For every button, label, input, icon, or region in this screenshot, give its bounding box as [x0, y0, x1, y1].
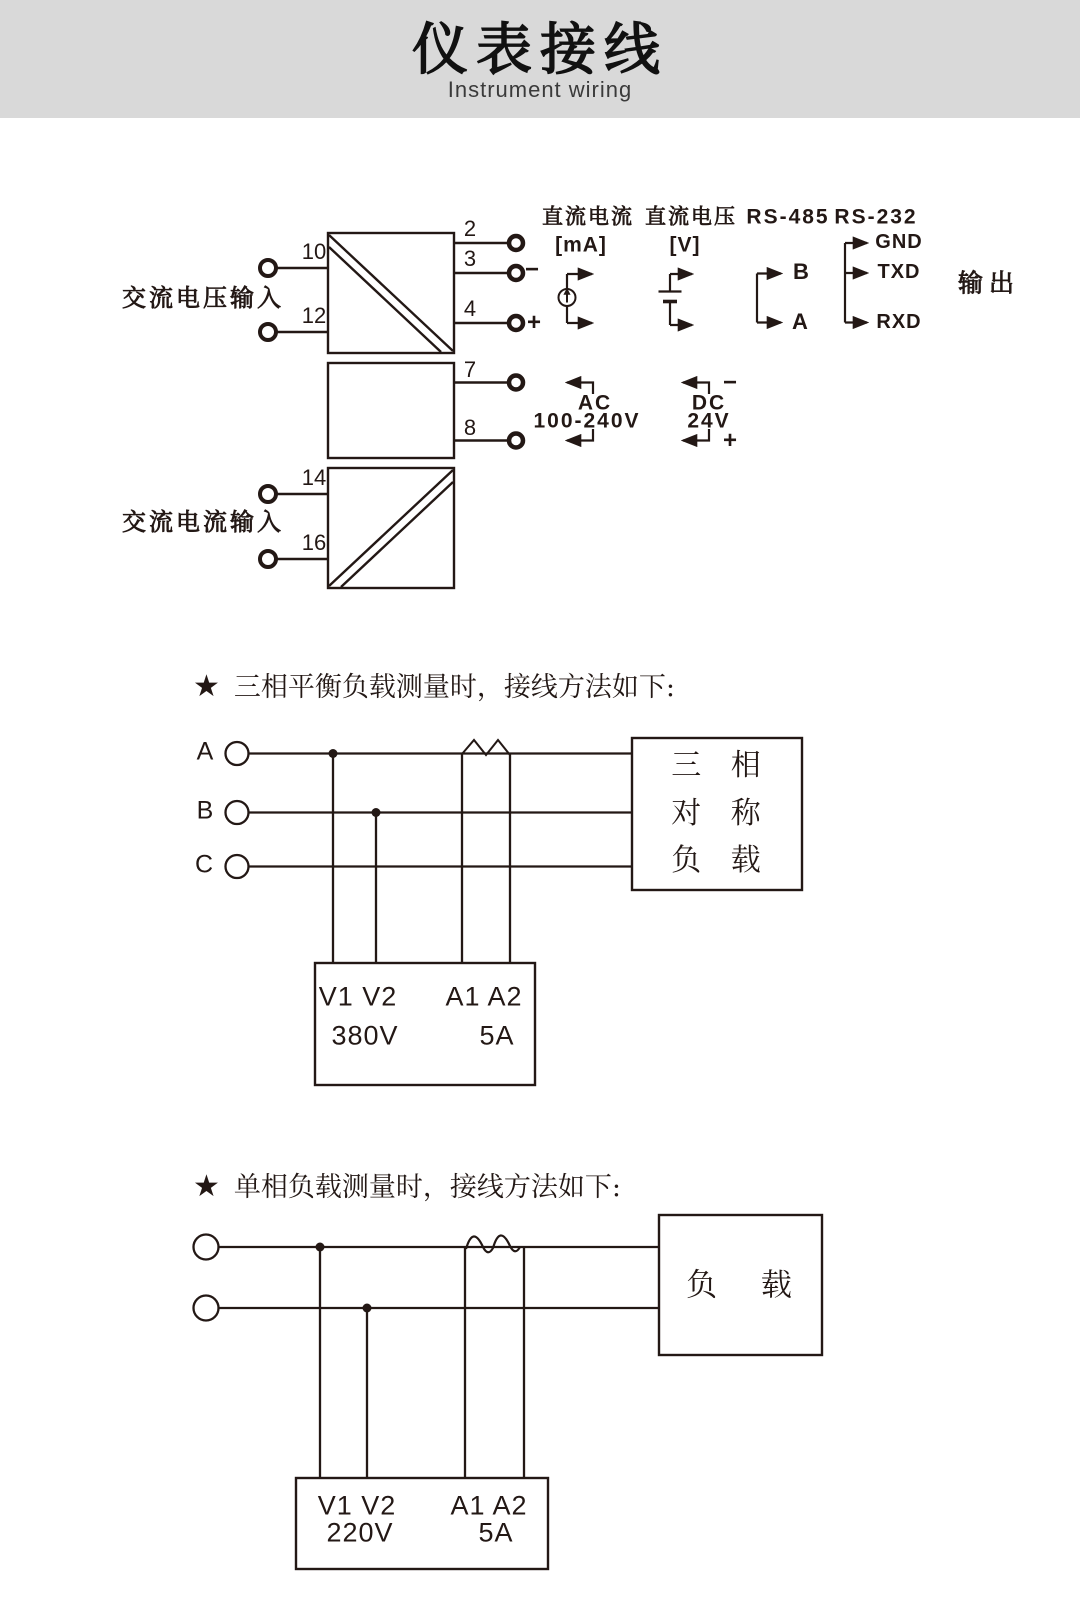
three-phase-load-text-line3: 负 载 [671, 843, 763, 878]
dc-current-source-symbol [559, 274, 593, 323]
meter-current-rating: 5A [479, 1020, 515, 1051]
terminal-number-3: 3 [463, 246, 477, 271]
rs232-bracket [845, 243, 867, 323]
star-icon: ★ [193, 1169, 220, 1204]
three-phase-load-text-line2: 对 称 [671, 796, 763, 831]
dc-power-minus-sign: − [722, 369, 738, 396]
star-icon: ★ [193, 669, 220, 704]
line-terminal [194, 1235, 219, 1260]
junction-dot [316, 1243, 325, 1252]
dc-power-plus-sign: + [722, 427, 738, 454]
junction-dot [372, 808, 381, 817]
rs232-title: RS-232 [834, 205, 918, 229]
meter-current-rating: 5A [478, 1517, 514, 1548]
isolation-diagonal [329, 247, 441, 352]
meter-voltage-rating: 380V [331, 1020, 399, 1051]
ct-wave-symbol [466, 1235, 520, 1252]
phase-a-terminal [226, 742, 249, 765]
phase-a-label: A [196, 737, 214, 766]
terminal-circle-16 [260, 551, 276, 567]
dc-current-unit: [mA] [555, 233, 607, 257]
terminal-number-7: 7 [463, 357, 477, 382]
junction-dot [329, 749, 338, 758]
terminal-number-14: 14 [301, 465, 327, 490]
terminal-number-12: 12 [301, 303, 327, 328]
rs485-title: RS-485 [746, 205, 830, 229]
terminal-number-8: 8 [463, 415, 477, 440]
terminal-circle-12 [260, 324, 276, 340]
terminal-circle-7 [509, 376, 523, 390]
rs485-pin-a: A [792, 309, 808, 334]
page-subtitle: Instrument wiring [447, 77, 633, 102]
phase-b-label: B [196, 796, 214, 825]
isolation-diagonal [329, 235, 453, 351]
rs485-bracket [757, 274, 781, 323]
terminal-4-plus-sign: + [526, 309, 542, 336]
instrument-block [328, 233, 454, 588]
phase-b-terminal [226, 801, 249, 824]
dc-voltage-unit: [V] [669, 233, 701, 257]
three-phase-section-header [193, 669, 676, 704]
meter-current-terminals: A1 A2 [450, 1490, 528, 1521]
meter-voltage-terminals: V1 V2 [317, 1490, 397, 1521]
terminal-circle-8 [509, 434, 523, 448]
output-label: 输出 [957, 269, 1021, 298]
ac-power-label: AC [577, 391, 613, 415]
dc-power-value: 24V [687, 409, 731, 433]
terminal-circle-14 [260, 486, 276, 502]
meter-current-terminals: A1 A2 [445, 981, 523, 1012]
isolation-diagonal [341, 482, 453, 587]
phase-c-terminal [226, 855, 249, 878]
ac-current-input-label: 交流电流输入 [122, 509, 284, 536]
ac-power-range: 100-240V [533, 409, 641, 433]
rs485-pin-b: B [793, 259, 809, 284]
terminal-3-minus-sign: − [524, 256, 540, 283]
terminal-number-2: 2 [463, 216, 477, 241]
three-phase-load-text-line1: 三 相 [671, 748, 763, 783]
terminal-number-10: 10 [301, 239, 327, 264]
three-phase-header-text: 三相平衡负载测量时，接线方法如下: [233, 672, 676, 703]
terminal-number-16: 16 [301, 530, 327, 555]
ac-voltage-input-label: 交流电压输入 [122, 285, 284, 312]
dc-current-title: 直流电流 [542, 205, 634, 229]
terminal-circle-2 [509, 236, 523, 250]
junction-dot [363, 1304, 372, 1313]
dc-power-label: DC [691, 391, 727, 415]
rs232-pin-rxd: RXD [876, 311, 922, 333]
block-section-power [328, 363, 454, 458]
terminal-circle-3 [509, 266, 523, 280]
single-phase-load-text: 负 载 [686, 1267, 794, 1304]
rs232-pin-gnd: GND [875, 231, 923, 253]
meter-voltage-terminals: V1 V2 [318, 981, 398, 1012]
terminal-circle-10 [260, 260, 276, 276]
meter-voltage-rating: 220V [326, 1517, 394, 1548]
terminal-number-4: 4 [463, 296, 477, 321]
isolation-diagonal [329, 470, 453, 586]
dc-voltage-title: 直流电压 [645, 205, 737, 229]
rs232-pin-txd: TXD [877, 261, 921, 283]
single-phase-section-header [193, 1169, 622, 1204]
single-phase-header-text: 单相负载测量时，接线方法如下: [233, 1172, 622, 1203]
line-terminal [194, 1296, 219, 1321]
terminal-circle-4 [509, 316, 523, 330]
dc-voltage-battery-symbol [659, 274, 693, 325]
page-title: 仪表接线 [412, 18, 668, 81]
phase-c-label: C [194, 850, 214, 879]
